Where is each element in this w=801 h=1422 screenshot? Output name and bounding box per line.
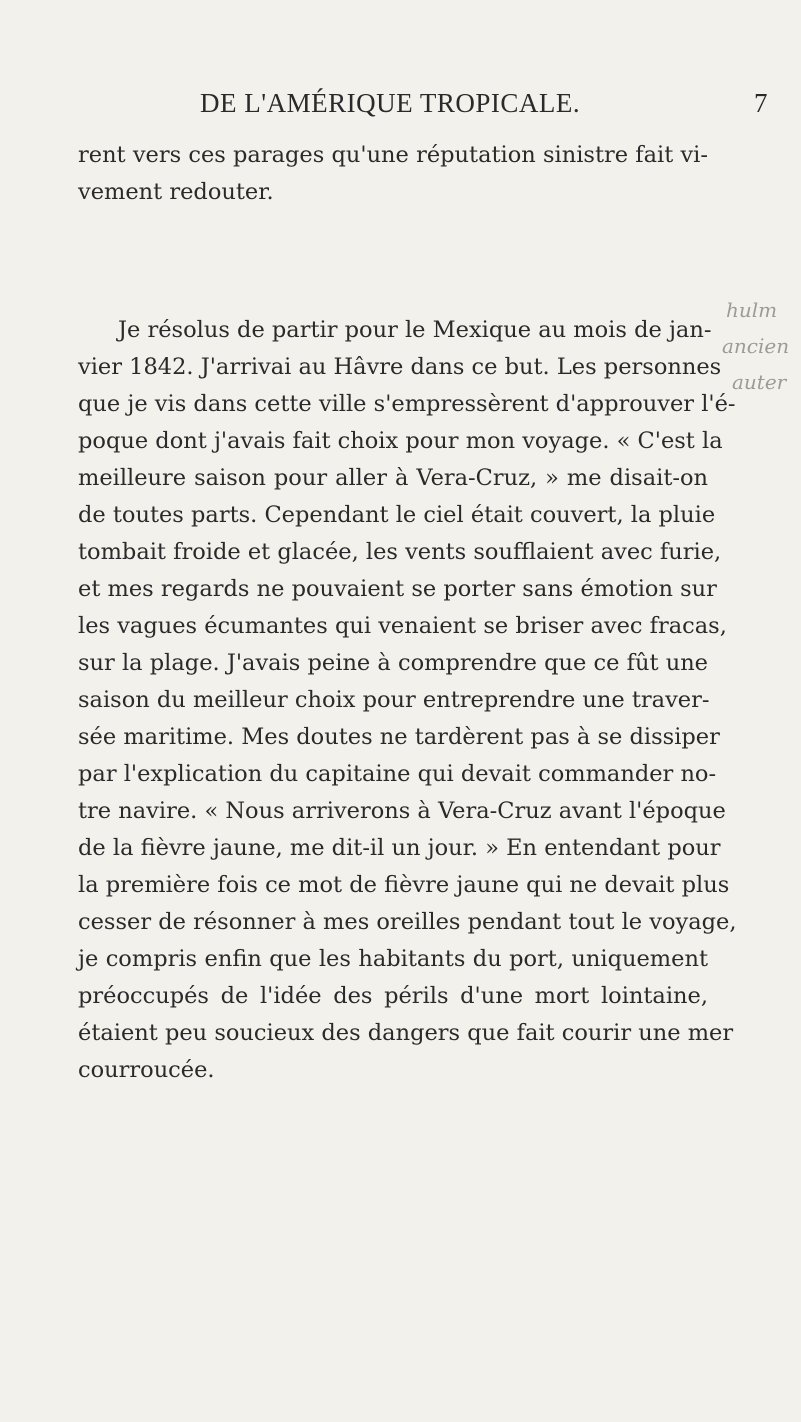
text-line: par l'explication du capitaine qui devait commander no- <box>78 761 717 787</box>
text-line: préoccupés de l'idée des périls d'une mort lointaine, <box>78 983 708 1009</box>
text-line: cesser de résonner à mes oreilles pendant tout le voyage, <box>78 909 737 935</box>
text-line: et mes regards ne pouvaient se porter sans émotion sur <box>78 576 717 602</box>
text-line: sur la plage. J'avais peine à comprendre que ce fût une <box>78 650 708 676</box>
text-line: vier 1842. J'arrivai au Hâvre dans ce but. Les personnes <box>78 354 722 380</box>
text-line: la première fois ce mot de fièvre jaune qui ne devait plus <box>78 872 730 898</box>
text-line: les vagues écumantes qui venaient se briser avec fracas, <box>78 613 727 639</box>
text-line: de la fièvre jaune, me dit-il un jour. » En entendant pour <box>78 835 721 861</box>
text-line: que je vis dans cette ville s'empressèrent d'approuver l'é- <box>78 391 736 417</box>
text-line: Je résolus de partir pour le Mexique au mois de jan- <box>118 317 712 343</box>
text-line: sée maritime. Mes doutes ne tardèrent pas à se dissiper <box>78 724 720 750</box>
text-line: poque dont j'avais fait choix pour mon voyage. « C'est la <box>78 428 723 454</box>
text-line: tombait froide et glacée, les vents soufflaient avec furie, <box>78 539 722 565</box>
text-line: tre navire. « Nous arriverons à Vera-Cruz avant l'époque <box>78 798 726 824</box>
text-line: étaient peu soucieux des dangers que fait courir une mer <box>78 1020 734 1046</box>
text-line: de toutes parts. Cependant le ciel était couvert, la pluie <box>78 502 716 528</box>
text-line: vement redouter. <box>78 179 274 205</box>
running-head-title: DE L'AMÉRIQUE TROPICALE. <box>200 88 581 118</box>
margin-note-word: auter <box>732 370 787 394</box>
page-number: 7 <box>754 88 768 118</box>
text-line: meilleure saison pour aller à Vera-Cruz, » me disait-on <box>78 465 708 491</box>
text-line: saison du meilleur choix pour entreprendre une traver- <box>78 687 710 713</box>
running-head <box>0 88 801 122</box>
margin-handwriting <box>722 298 801 418</box>
text-line: rent vers ces parages qu'une réputation sinistre fait vi- <box>78 142 708 168</box>
margin-note-word: ancien <box>722 334 790 358</box>
text-line: je compris enfin que les habitants du port, uniquement <box>78 946 708 972</box>
margin-note-word: hulm <box>726 298 778 322</box>
text-line: courroucée. <box>78 1057 215 1083</box>
